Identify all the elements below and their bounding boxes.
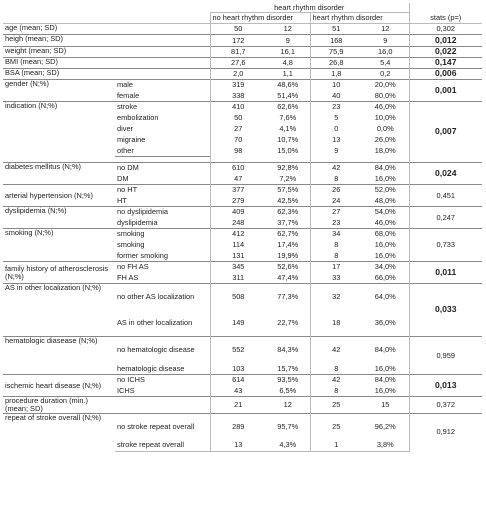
- table-row: [3, 337, 482, 364]
- table-row: [3, 262, 482, 273]
- value-no-count: 279: [210, 196, 266, 207]
- row-label: indication (N;%): [3, 102, 115, 163]
- row-sublabel: smoking: [115, 229, 210, 240]
- value-no-count: 43: [210, 386, 266, 397]
- p-value: 0,007: [409, 102, 482, 163]
- header-columns-row: [3, 13, 482, 24]
- value-yes-stat: 34,0%: [362, 262, 409, 273]
- header-group-row: [3, 3, 482, 13]
- row-sublabel: [115, 69, 210, 80]
- value-no-stat: 19,9%: [277, 250, 299, 260]
- value-no-count: 103: [210, 364, 266, 375]
- row-sublabel: other: [117, 145, 134, 155]
- value-no-count: 70: [210, 135, 266, 146]
- value-yes-stat: 36,0%: [374, 317, 396, 327]
- value-no-count: 172: [210, 35, 266, 47]
- table-row: [3, 185, 482, 196]
- value-no-stat: 37,7%: [277, 217, 299, 227]
- results-table-container: [3, 3, 482, 452]
- table-row: [3, 24, 482, 35]
- value-no-stat: 15,0%: [277, 146, 299, 156]
- p-value: 0,001: [409, 80, 482, 102]
- value-yes-count: 10: [310, 80, 362, 91]
- value-yes-count: 18: [310, 310, 362, 337]
- row-label: repeat of stroke overall (N;%): [3, 413, 115, 451]
- row-label: dyslipidemia (N;%): [3, 207, 115, 229]
- value-yes-stat: 0,0%: [376, 124, 394, 134]
- value-yes-stat: 20,0%: [362, 80, 409, 91]
- value-yes-stat: 84,0%: [362, 163, 409, 174]
- value-no-count: 377: [210, 185, 266, 196]
- value-yes-stat: 10,0%: [374, 113, 396, 123]
- row-label: BMI (mean; SD): [3, 58, 115, 69]
- value-no-count: 47: [210, 174, 266, 185]
- value-yes-count: 168: [310, 35, 362, 47]
- row-sublabel: no dyslipidemia: [115, 207, 210, 218]
- row-label: arterial hypertension (N;%): [3, 185, 115, 207]
- value-no-stat: 1,1: [266, 69, 310, 80]
- value-yes-count: 32: [310, 284, 362, 310]
- row-label: BSA (mean; SD): [3, 69, 115, 80]
- value-yes-stat: 84,0%: [362, 337, 409, 364]
- value-no-stat: 47,4%: [277, 272, 299, 282]
- value-yes-stat: 16,0%: [374, 385, 396, 395]
- p-value: 0,011: [409, 262, 482, 284]
- row-sublabel: no FH AS: [115, 262, 210, 273]
- table-row: [3, 413, 482, 440]
- value-yes-stat: 64,0%: [362, 284, 409, 310]
- value-no-stat: 22,7%: [277, 317, 299, 327]
- value-yes-count: 1,8: [310, 69, 362, 80]
- value-no-count: 338: [210, 91, 266, 102]
- row-sublabel: no stroke repeat overall: [115, 413, 210, 440]
- row-sublabel: female: [117, 90, 140, 100]
- value-yes-count: 25: [310, 413, 362, 440]
- table-row: [3, 69, 482, 80]
- value-no-stat: 57,5%: [266, 185, 310, 196]
- row-sublabel: stroke repeat overall: [115, 440, 210, 451]
- value-no-count: 409: [210, 207, 266, 218]
- value-yes-stat: 48,0%: [374, 195, 396, 205]
- value-no-count: 81,7: [210, 47, 266, 58]
- value-yes-stat: 3,8%: [362, 440, 409, 451]
- value-yes-stat: 66,0%: [374, 272, 396, 282]
- row-sublabel: no hematologic disease: [115, 337, 210, 364]
- value-yes-stat: 46,0%: [374, 217, 396, 227]
- value-no-stat: 12: [266, 397, 310, 414]
- header-col-stats: stats (p=): [409, 13, 482, 24]
- value-yes-stat: 16,0%: [374, 363, 396, 373]
- value-yes-count: 34: [310, 229, 362, 240]
- row-sublabel: male: [115, 80, 210, 91]
- p-value: 0,013: [409, 375, 482, 397]
- value-yes-count: 75,9: [310, 47, 362, 58]
- value-yes-stat: 96,2%: [362, 413, 409, 440]
- value-yes-count: 40: [310, 91, 362, 102]
- value-yes-count: 8: [310, 251, 362, 262]
- value-no-count: 98: [210, 146, 266, 157]
- value-yes-count: 25: [310, 397, 362, 414]
- value-no-count: 27: [210, 124, 266, 135]
- value-no-count: 149: [210, 310, 266, 337]
- value-no-stat: 16,1: [266, 47, 310, 58]
- row-label: age (mean; SD): [5, 23, 58, 32]
- table-row: [3, 375, 482, 386]
- row-label: gender (N;%): [3, 80, 115, 102]
- row-label: ischemic heart disease (N;%): [3, 375, 115, 397]
- value-yes-stat: 0,2: [362, 69, 409, 80]
- table-row: [3, 207, 482, 218]
- row-sublabel: dyslipidemia: [117, 217, 158, 227]
- value-no-stat: 7,6%: [279, 113, 297, 123]
- value-yes-count: 42: [310, 375, 362, 386]
- value-yes-count: 42: [310, 163, 362, 174]
- value-yes-stat: 46,0%: [362, 102, 409, 113]
- value-no-count: 21: [210, 397, 266, 414]
- table-row: [3, 229, 482, 240]
- value-no-stat: 92,8%: [266, 163, 310, 174]
- row-label: AS in other localization (N;%): [3, 284, 115, 337]
- value-yes-stat: 80,0%: [374, 90, 396, 100]
- row-label: heigh (mean; SD): [3, 35, 115, 47]
- value-no-stat: 93,5%: [266, 375, 310, 386]
- row-sublabel: stroke: [115, 102, 210, 113]
- row-sublabel: ICHS: [117, 385, 135, 395]
- table-row: [3, 80, 482, 91]
- value-yes-stat: 26,0%: [374, 135, 396, 145]
- value-yes-count: 8: [310, 174, 362, 185]
- value-yes-stat: 16,0: [362, 47, 409, 58]
- header-group-title: heart rhythm disorder: [210, 3, 409, 13]
- value-yes-stat: 54,0%: [362, 207, 409, 218]
- value-yes-count: 8: [310, 240, 362, 251]
- p-value: 0,012: [409, 35, 482, 47]
- value-no-stat: 62,7%: [266, 229, 310, 240]
- row-label: diabetes mellitus (N;%): [3, 163, 115, 185]
- value-yes-count: 26,8: [310, 58, 362, 69]
- value-yes-count: 23: [310, 102, 362, 113]
- row-sublabel: hematologic disease: [117, 363, 185, 373]
- value-no-count: 410: [210, 102, 266, 113]
- value-yes-stat: 16,0%: [374, 250, 396, 260]
- value-no-count: 412: [210, 229, 266, 240]
- value-no-stat: 10,7%: [277, 135, 299, 145]
- row-sublabel: no ICHS: [115, 375, 210, 386]
- value-no-stat: 17,4%: [277, 240, 299, 250]
- p-value: 0,006: [409, 69, 482, 80]
- value-yes-stat: 84,0%: [362, 375, 409, 386]
- value-yes-count: 8: [310, 386, 362, 397]
- value-yes-stat: 16,0%: [374, 240, 396, 250]
- value-yes-count: 1: [310, 440, 362, 451]
- value-yes-stat: 18,0%: [374, 146, 396, 156]
- value-yes-stat: 68,0%: [362, 229, 409, 240]
- row-sublabel: DM: [117, 173, 129, 183]
- value-no-stat: 77,3%: [266, 284, 310, 310]
- value-yes-count: 17: [310, 262, 362, 273]
- value-no-count: 311: [210, 273, 266, 284]
- value-no-stat: 6,5%: [279, 385, 297, 395]
- value-no-stat: 4,1%: [279, 124, 297, 134]
- p-value: 0,147: [409, 58, 482, 69]
- value-yes-count: 9: [310, 146, 362, 157]
- row-sublabel: [115, 397, 210, 414]
- row-label: smoking (N;%): [3, 229, 115, 262]
- row-label: weight (mean; SD): [3, 47, 115, 58]
- value-yes-count: 27: [310, 207, 362, 218]
- row-sublabel: smoking: [117, 240, 145, 250]
- value-yes-count: 23: [310, 218, 362, 229]
- row-sublabel: FH AS: [117, 272, 139, 282]
- value-yes-count: 5: [310, 113, 362, 124]
- value-no-stat: 15,7%: [277, 363, 299, 373]
- row-sublabel: [115, 47, 210, 58]
- p-value: 0,959: [409, 337, 482, 375]
- row-label: family history of atherosclerosis (N;%): [3, 262, 115, 284]
- value-yes-stat: 52,0%: [362, 185, 409, 196]
- value-no-count: 614: [210, 375, 266, 386]
- row-sublabel: [115, 35, 210, 47]
- value-yes-stat: 15: [362, 397, 409, 414]
- value-no-count: 114: [210, 240, 266, 251]
- value-yes-stat: 16,0%: [374, 173, 396, 183]
- value-no-count: 289: [210, 413, 266, 440]
- p-value: 0,912: [409, 413, 482, 451]
- p-value: 0,451: [409, 185, 482, 207]
- p-value: 0,022: [409, 47, 482, 58]
- value-yes-stat: 12: [381, 24, 390, 34]
- value-no-count: 319: [210, 80, 266, 91]
- value-no-stat: 4,8: [266, 58, 310, 69]
- value-yes-count: 13: [310, 135, 362, 146]
- header-col-disorder: heart rhythm disorder: [310, 13, 409, 24]
- value-yes-count: 24: [310, 196, 362, 207]
- value-no-stat: 95,7%: [266, 413, 310, 440]
- value-no-stat: 48,6%: [266, 80, 310, 91]
- value-yes-count: 8: [310, 364, 362, 375]
- row-sublabel: diver: [117, 124, 134, 134]
- value-no-count: 248: [210, 218, 266, 229]
- row-sublabel: [115, 24, 210, 35]
- value-no-count: 508: [210, 284, 266, 310]
- row-sublabel: no DM: [115, 163, 210, 174]
- p-value: 0,247: [409, 207, 482, 229]
- p-value: 0,302: [409, 24, 482, 35]
- value-no-stat: 84,3%: [266, 337, 310, 364]
- value-yes-stat: 9: [362, 35, 409, 47]
- value-no-count: 345: [210, 262, 266, 273]
- header-col-no-disorder: no heart rhythm disorder: [210, 13, 310, 24]
- table-row: [3, 47, 482, 58]
- row-label: hematologic diasease (N;%): [3, 337, 115, 375]
- row-sublabel: HT: [117, 195, 127, 205]
- value-no-count: 50: [210, 24, 266, 35]
- row-sublabel: embolization: [117, 113, 159, 123]
- table-row: [3, 284, 482, 310]
- value-no-count: 131: [210, 251, 266, 262]
- value-no-count: 13: [210, 440, 266, 451]
- value-no-count: 2,0: [210, 69, 266, 80]
- row-label: procedure duration (min.) (mean; SD): [3, 397, 115, 414]
- value-no-stat: 12: [283, 24, 292, 34]
- value-no-count: 610: [210, 163, 266, 174]
- row-sublabel: AS in other localization: [117, 317, 193, 327]
- value-no-count: 50: [210, 113, 266, 124]
- value-yes-count: 0: [310, 124, 362, 135]
- value-no-stat: 9: [266, 35, 310, 47]
- value-no-count: 552: [210, 337, 266, 364]
- table-row: [3, 58, 482, 69]
- row-sublabel: migraine: [117, 135, 146, 145]
- row-sublabel: former smoking: [117, 250, 168, 260]
- results-table: [3, 3, 482, 452]
- value-yes-stat: 5,4: [362, 58, 409, 69]
- p-value: 0,024: [409, 163, 482, 185]
- value-no-stat: 62,6%: [266, 102, 310, 113]
- value-no-stat: 51,4%: [277, 90, 299, 100]
- row-sublabel: [115, 58, 210, 69]
- value-yes-count: 33: [310, 273, 362, 284]
- p-value: 0,372: [409, 397, 482, 414]
- p-value: 0,733: [409, 229, 482, 262]
- p-value: 0,033: [409, 284, 482, 337]
- value-no-stat: 4,3%: [266, 440, 310, 451]
- table-row: [3, 35, 482, 47]
- value-yes-count: 26: [310, 185, 362, 196]
- value-no-count: 27,6: [210, 58, 266, 69]
- value-no-stat: 42,5%: [277, 195, 299, 205]
- value-no-stat: 52,6%: [266, 262, 310, 273]
- row-sublabel: no other AS localization: [115, 284, 210, 310]
- value-no-stat: 7,2%: [279, 173, 297, 183]
- value-yes-count: 42: [310, 337, 362, 364]
- table-row: [3, 102, 482, 113]
- table-row: [3, 397, 482, 414]
- row-sublabel: no HT: [115, 185, 210, 196]
- value-no-stat: 62,3%: [266, 207, 310, 218]
- value-yes-count: 51: [310, 24, 362, 35]
- table-row: [3, 163, 482, 174]
